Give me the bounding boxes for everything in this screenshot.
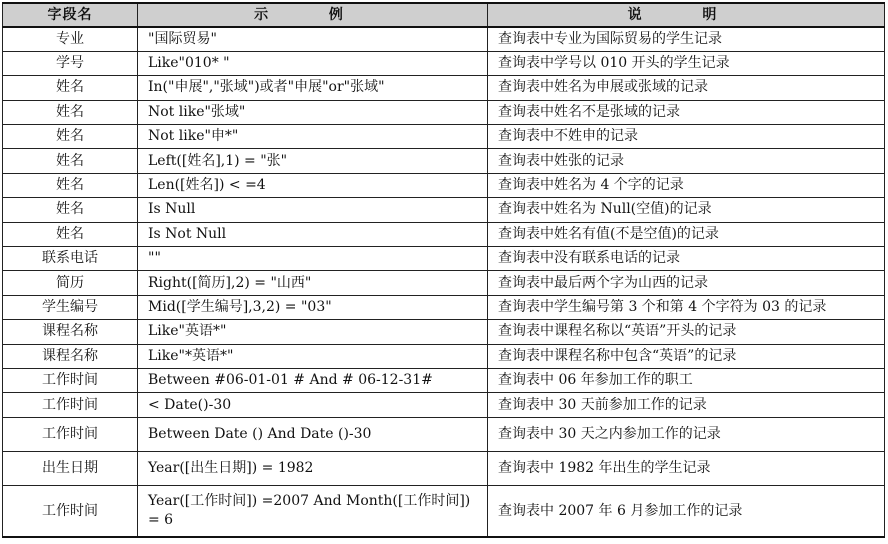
field-cell: 姓名 xyxy=(3,222,138,246)
field-cell: 工作时间 xyxy=(3,485,138,537)
table-row xyxy=(3,320,885,344)
example-cell: Not like"申*" xyxy=(138,125,488,149)
example-cell: Between Date () And Date ()-30 xyxy=(138,417,488,451)
table-row xyxy=(3,247,885,271)
example-cell: "" xyxy=(138,247,488,271)
example-cell: Len([姓名]) < =4 xyxy=(138,173,488,197)
example-cell: Mid([学生编号],3,2) = "03" xyxy=(138,295,488,319)
description-cell: 查询表中姓名不是张域的记录 xyxy=(488,100,885,124)
field-cell: 简历 xyxy=(3,271,138,295)
example-cell: In("申展","张域")或者"申展"or"张域" xyxy=(138,76,488,100)
description-cell: 查询表中课程名称中包含“英语”的记录 xyxy=(488,344,885,368)
description-cell: 查询表中 2007 年 6 月参加工作的记录 xyxy=(488,485,885,537)
field-cell: 工作时间 xyxy=(3,368,138,392)
field-cell: 学生编号 xyxy=(3,295,138,319)
field-cell: 课程名称 xyxy=(3,344,138,368)
table-row xyxy=(3,393,885,417)
table-row xyxy=(3,149,885,173)
description-cell: 查询表中姓名有值(不是空值)的记录 xyxy=(488,222,885,246)
field-cell: 姓名 xyxy=(3,76,138,100)
example-cell: Year([出生日期]) = 1982 xyxy=(138,451,488,485)
example-cell: Is Not Null xyxy=(138,222,488,246)
description-cell: 查询表中姓名为 Null(空值)的记录 xyxy=(488,198,885,222)
description-cell: 查询表中最后两个字为山西的记录 xyxy=(488,271,885,295)
description-cell: 查询表中课程名称以“英语”开头的记录 xyxy=(488,320,885,344)
field-cell: 工作时间 xyxy=(3,417,138,451)
table-row xyxy=(3,125,885,149)
field-cell: 姓名 xyxy=(3,149,138,173)
query-criteria-table xyxy=(2,2,885,538)
example-cell: Left([姓名],1) = "张" xyxy=(138,149,488,173)
criteria-table-container xyxy=(2,2,884,538)
field-cell: 工作时间 xyxy=(3,393,138,417)
example-cell: "国际贸易" xyxy=(138,27,488,51)
example-cell: Like"英语*" xyxy=(138,320,488,344)
header-row xyxy=(3,3,885,27)
example-cell: Right([简历],2) = "山西" xyxy=(138,271,488,295)
field-cell: 专业 xyxy=(3,27,138,51)
description-cell: 查询表中学生编号第 3 个和第 4 个字符为 03 的记录 xyxy=(488,295,885,319)
description-cell: 查询表中 30 天前参加工作的记录 xyxy=(488,393,885,417)
header-example: 示 例 xyxy=(138,3,488,27)
table-row xyxy=(3,173,885,197)
example-cell: Not like"张域" xyxy=(138,100,488,124)
description-cell: 查询表中 30 天之内参加工作的记录 xyxy=(488,417,885,451)
description-cell: 查询表中 1982 年出生的学生记录 xyxy=(488,451,885,485)
description-cell: 查询表中学号以 010 开头的学生记录 xyxy=(488,51,885,75)
header-field: 字段名 xyxy=(3,3,138,27)
field-cell: 课程名称 xyxy=(3,320,138,344)
table-row xyxy=(3,368,885,392)
description-cell: 查询表中姓名为申展或张域的记录 xyxy=(488,76,885,100)
table-row xyxy=(3,344,885,368)
header-description: 说 明 xyxy=(488,3,885,27)
field-cell: 联系电话 xyxy=(3,247,138,271)
table-row xyxy=(3,295,885,319)
table-row xyxy=(3,51,885,75)
table-row xyxy=(3,417,885,451)
description-cell: 查询表中姓名为 4 个字的记录 xyxy=(488,173,885,197)
field-cell: 姓名 xyxy=(3,125,138,149)
description-cell: 查询表中不姓申的记录 xyxy=(488,125,885,149)
description-cell: 查询表中专业为国际贸易的学生记录 xyxy=(488,27,885,51)
field-cell: 姓名 xyxy=(3,100,138,124)
example-cell: Between #06-01-01 # And # 06-12-31# xyxy=(138,368,488,392)
field-cell: 学号 xyxy=(3,51,138,75)
table-row xyxy=(3,222,885,246)
table-row xyxy=(3,27,885,51)
example-cell: Is Null xyxy=(138,198,488,222)
table-row xyxy=(3,198,885,222)
example-cell: < Date()-30 xyxy=(138,393,488,417)
description-cell: 查询表中姓张的记录 xyxy=(488,149,885,173)
description-cell: 查询表中没有联系电话的记录 xyxy=(488,247,885,271)
field-cell: 姓名 xyxy=(3,173,138,197)
description-cell: 查询表中 06 年参加工作的职工 xyxy=(488,368,885,392)
example-cell: Like"010* " xyxy=(138,51,488,75)
table-row xyxy=(3,271,885,295)
example-cell: Year([工作时间]) =2007 And Month([工作时间]) = 6 xyxy=(138,485,488,537)
table-row xyxy=(3,100,885,124)
example-cell: Like"*英语*" xyxy=(138,344,488,368)
field-cell: 出生日期 xyxy=(3,451,138,485)
table-row xyxy=(3,76,885,100)
field-cell: 姓名 xyxy=(3,198,138,222)
table-row xyxy=(3,485,885,537)
table-row xyxy=(3,451,885,485)
